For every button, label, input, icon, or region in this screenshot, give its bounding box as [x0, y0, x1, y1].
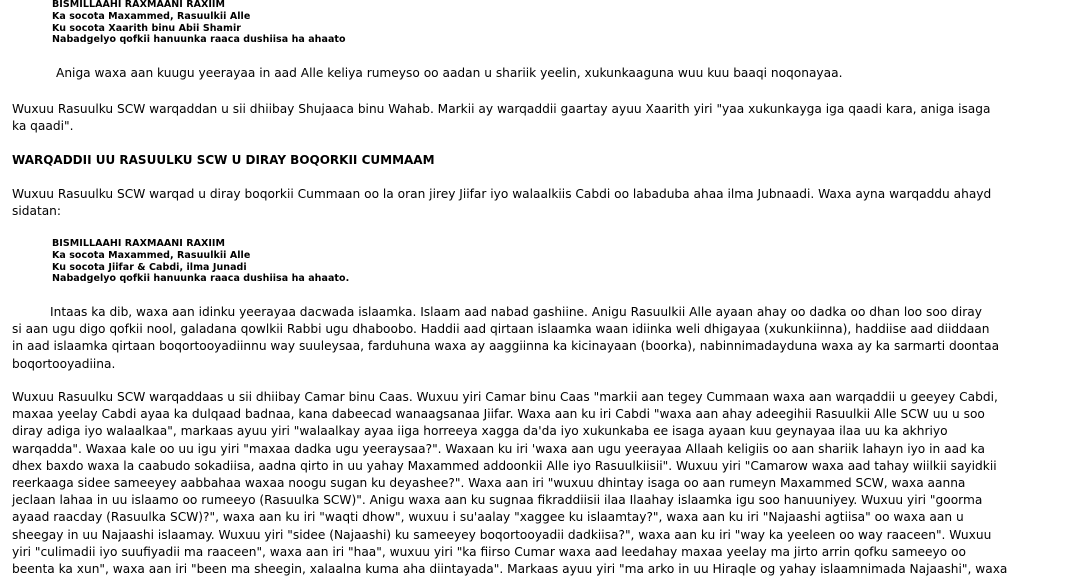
paragraph-line: maxaa yeelay Cabdi ayaa ka dulqaad badnaa, kana dabeecad wanaagsanaa Jiifar. Waxa aan ku iri Cabdi "waxa aan ahay adeegihii Rasuulkii Alle SCW uu u soo — [12, 407, 985, 422]
paragraph-line: Wuxuu Rasuulku SCW warqaddan u sii dhiibay Shujaaca binu Wahab. Markii ay warqaddii gaartay ayuu Xaarith yiri "yaa xukunkayga iga qaadi kara, aniga isaga — [12, 102, 991, 116]
paragraph-line: warqadda". Waxaa kale oo uu igu yiri "maxaa dadka ugu yeeraysaa?". Waxaan ku iri 'waxa aan ugu yeerayaa Allaah keligiis oo aan shariik lahayn iyo in aad ka — [12, 441, 985, 456]
paragraph-line: jeclaan lahaa in uu islaamo oo rumeeyo (Rasuulka SCW)". Anigu waxa aan ku sugnaa fikraddiisii ilaa Ilaahay islaamka igu soo hanuuniyey. Wuxuu yiri "goorma — [12, 493, 983, 508]
paragraph-line: ka qaadi". — [12, 119, 74, 134]
paragraph-line: dhex baxdo waxa la caabudo sokadiisa, aadna qirto in uu yahay Maxammed addoonkii Alle iyo Rasuulkiisii". Wuxuu yiri "Camarow waxa aad tahay wiilkii sayidkii — [12, 458, 997, 473]
paragraph-line: sheegay in uu Najaashi islaamay. Wuxuu yiri "sidee (Najaashi) ku sameeyey boqortooyadii dadkiisa?", waxa aan ku iri "way ka yeeleen oo way raaceen". Wuxuu — [12, 527, 992, 542]
paragraph-line: ayaad raacday (Rasuulka SCW)?", waxa aan ku iri "waqti dhow", wuxuu i su'aalay "xaggee ku islaamtay?", waxa aan ku iri "Najaashi agtiisa" oo waxa aan u — [12, 510, 964, 525]
paragraph-line: in aad islaamka qirtaan boqortooyadiinnu way suuleysaa, farduhuna waxa ay aaggiinna ka kicinayaan (boorka), nabinnimadayduna waxa ay ka sarmarti doontaa — [12, 339, 1000, 354]
paragraph-4 — [12, 389, 1007, 578]
letter-line: Ka socota Maxammed, Rasuulkii Alle — [52, 10, 251, 22]
section-heading: WARQADDII UU RASUULKU SCW U DIRAY BOQORKII CUMMAAM — [12, 153, 435, 167]
paragraph-3 — [12, 304, 999, 373]
paragraph-2 — [12, 186, 991, 220]
paragraph-line: Wuxuu Rasuulku SCW warqad u diray boqorkii Cummaan oo la oran jirey Jiifar iyo walaalkiis Cabdi oo labaduba ahaa ilma Jubnaadi. Waxa ayna warqaddu ahayd — [12, 187, 992, 201]
letter-line: BISMILLAAHI RAXMAANI RAXIIM — [52, 238, 226, 249]
letter-line: BISMILLAAHI RAXMAANI RAXIIM — [52, 0, 226, 10]
letter-header-1 — [52, 0, 346, 46]
letter-line: Nabadgelyo qofkii hanuunka raaca dushiisa ha ahaato. — [52, 273, 350, 285]
letter-line: Ku socota Jiifar & Cabdi, ilma Junadi — [52, 261, 247, 273]
paragraph-line: diray adiga iyo walaalkaa", markaas ayuu yiri "walaalkay ayaa iiga horreeya xagga da'da iyo xukunkaba ee isaga ayaan kuu geynayaa ilaa uu ka akhriyo — [12, 424, 948, 439]
paragraph-line: sidatan: — [12, 204, 62, 219]
paragraph-line: reerkaaga sidee sameeyey aabbahaa waxaa noogu sugan ku deyashee?". Waxa aan iri "wuxuu dhintay isaga oo aan rumeyn Maxammed SCW, waxa aanna — [12, 476, 966, 491]
paragraph-line: Wuxuu Rasuulku SCW warqaddaas u sii dhiibay Camar binu Caas. Wuxuu yiri Camar binu Caas "markii aan tegey Cummaan waxa aan warqaddii u geeyey Cabdi, — [12, 390, 998, 404]
paragraph-1 — [12, 101, 990, 135]
paragraph-line: boqortooyadiina. — [12, 356, 116, 371]
letter-line: Nabadgelyo qofkii hanuunka raaca dushiisa ha ahaato — [52, 34, 346, 46]
paragraph-line: si aan ugu digo qofkii nool, galadana qowlkii Rabbi ugu dhaboobo. Haddii aad qirtaan islaamka waan idiinka weli dhigayaa (xukunkiinna), haddiise aad diiddaan — [12, 322, 990, 337]
letter-line: Ka socota Maxammed, Rasuulkii Alle — [52, 249, 251, 261]
paragraph-line: Intaas ka dib, waxa aan idinku yeerayaa dacwada islaamka. Islaam aad nabad gashiine. Anigu Rasuulkii Alle ayaan ahay oo dadka oo dhan loo soo diray — [50, 305, 982, 319]
paragraph-line: beenta ka xun", waxa aan iri "been ma sheegin, xalaalna kuma aha diintayada". Markaas ayuu yiri "ma arko in uu Hiraqle og yahay islaamnimada Najaashi", waxa — [12, 562, 1008, 577]
letter-body-1: Aniga waxa aan kuugu yeerayaa in aad Alle keliya rumeyso oo aadan u shariik yeelin, xukunkaaguna wuu kuu baaqi noqonayaa. — [56, 66, 843, 80]
paragraph-line: yiri "culimadii iyo suufiyadii ma raaceen", waxa aan iri "haa", wuxuu yiri "ka fiirso Cumar waxa aad leedahay maxaa yeelay ma jirto arrin qofku sameeyo oo — [12, 544, 966, 559]
letter-line: Ku socota Xaarith binu Abii Shamir — [52, 22, 241, 34]
letter-header-2 — [52, 238, 349, 285]
